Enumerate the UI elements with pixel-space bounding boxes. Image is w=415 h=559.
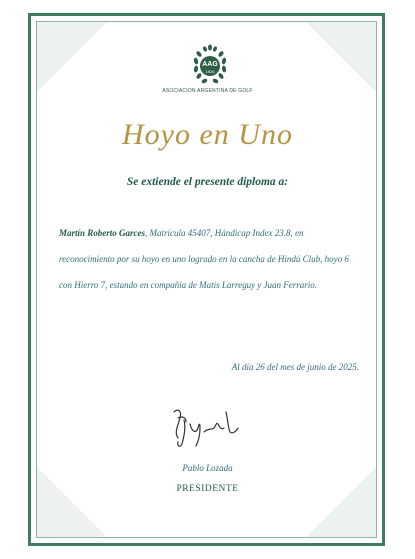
aag-logo [189, 44, 231, 86]
signatory-name: Pablo Lozada [182, 463, 233, 473]
diploma-subtitle: Se extiende el presente diploma a: [126, 176, 289, 188]
corner-decoration [37, 22, 107, 92]
corner-decoration [306, 467, 376, 537]
recipient-name: Martín Roberto Garces [59, 228, 146, 238]
signatory-role: PRESIDENTE [176, 484, 239, 494]
corner-decoration [37, 467, 107, 537]
signature-image [168, 402, 248, 452]
logo-initials: AAG [202, 61, 218, 68]
diploma-body [59, 220, 359, 298]
diploma-title: Hoyo en Uno [122, 118, 293, 151]
corner-decoration [306, 22, 376, 92]
organization-name: ASOCIACION ARGENTINA DE GOLF [162, 88, 253, 94]
diploma-body-text: , Matrícula 45407, Hándicap Index 23.8, en reconocimiento por su hoyo en uno logrado en la cancha de Hindú Club, hoyo 6 con Hierro 7, estando en compañía de Matis Larreguy y Juan Ferrario. [59, 228, 349, 290]
logo-year: 1926 [205, 69, 215, 74]
issue-date: Al día 26 del mes de junio de 2025. [231, 362, 359, 372]
